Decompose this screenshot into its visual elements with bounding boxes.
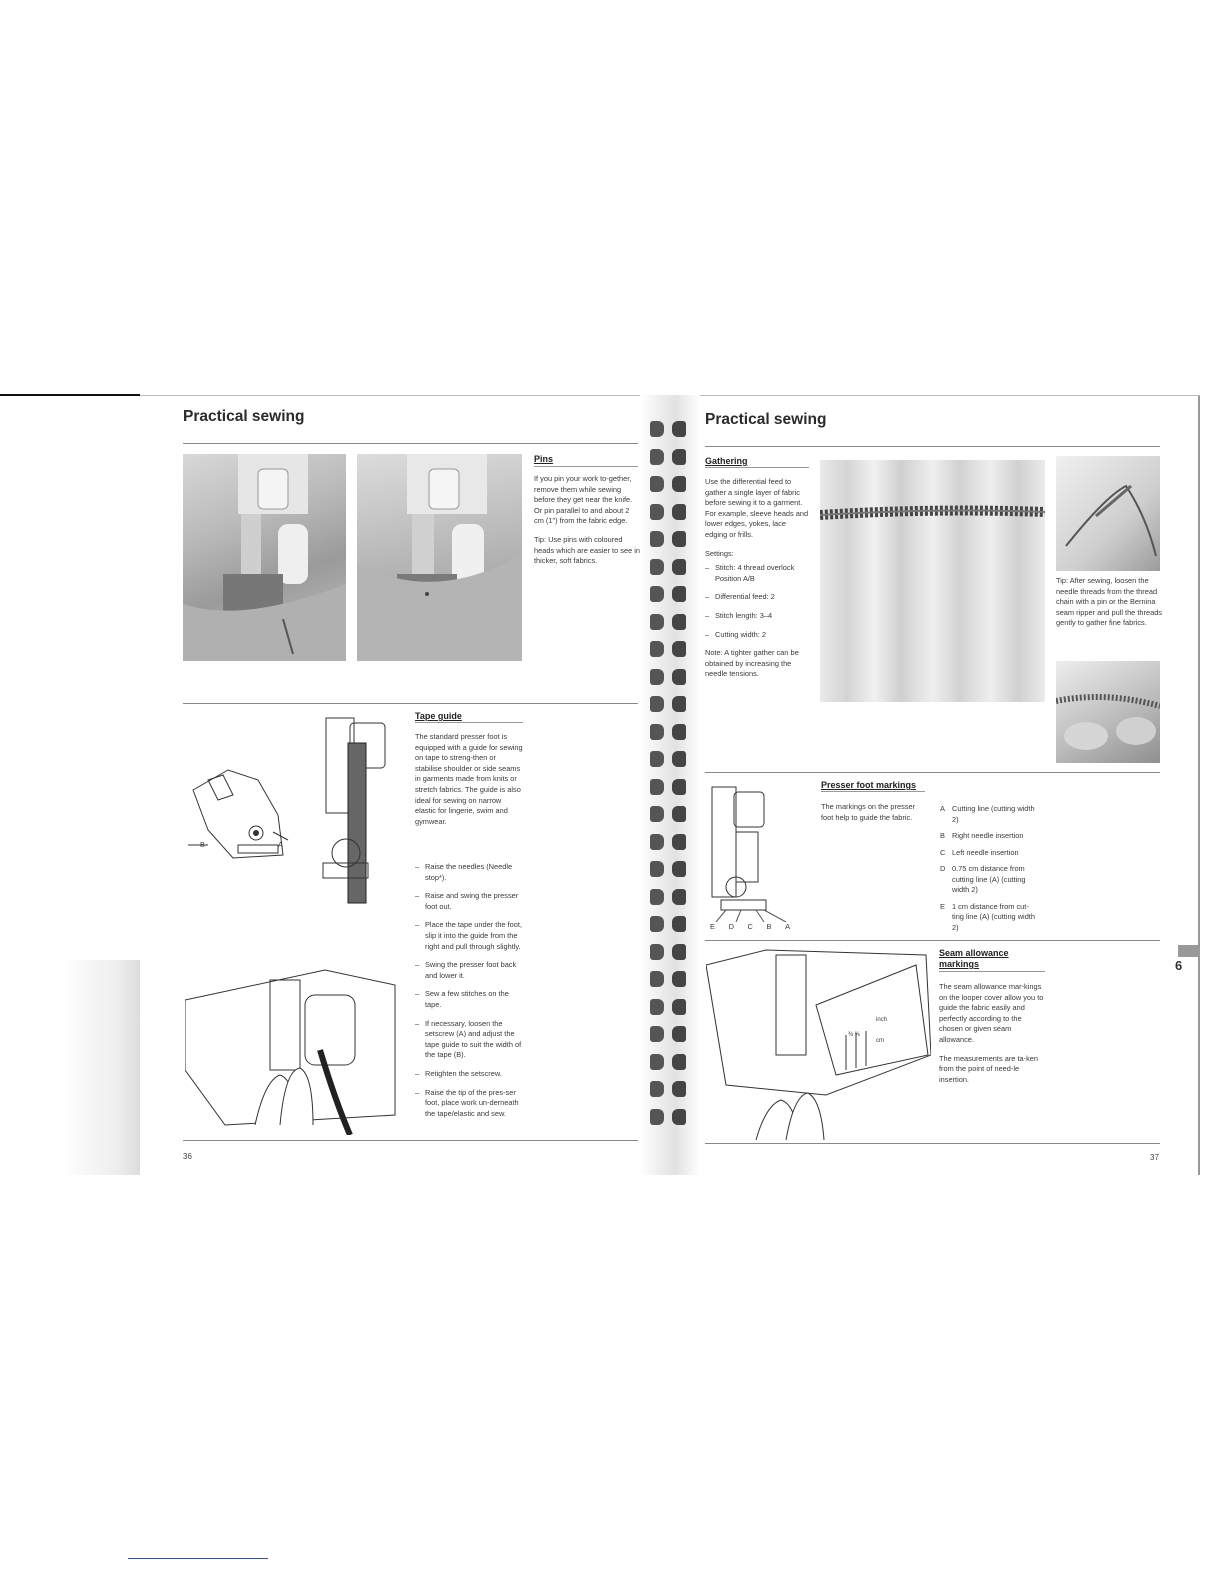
tape-figure-label-b: B xyxy=(200,840,205,849)
right-page-number: 37 xyxy=(1150,1153,1159,1162)
presser-markings-section-rule xyxy=(705,772,1160,773)
right-page-edge xyxy=(1198,395,1200,1175)
sewing-machine-illustration-2 xyxy=(357,454,522,661)
spiral-ring-left xyxy=(650,641,664,657)
spiral-ring-right xyxy=(672,531,686,547)
gathering-note: Note: A tighter gather can be obtained by increasing the needle tensions. xyxy=(705,648,799,679)
spiral-ring-left xyxy=(650,751,664,767)
legend-row-e xyxy=(940,902,1040,934)
tape-step-6: – If necessary, loosen the setscrew (A) and adjust the tape guide to suit the width of the tape (B). xyxy=(415,1019,525,1061)
legend-text-d: 0.75 cm distance from cutting line (A) (cutting width 2) xyxy=(952,864,1026,894)
tape-step-7: – Retighten the setscrew. xyxy=(415,1069,525,1080)
spiral-ring xyxy=(650,913,690,935)
spiral-ring xyxy=(650,1023,690,1045)
pins-heading: Pins xyxy=(534,454,554,464)
tape-step-1: – Raise the needles (Needle stop*). xyxy=(415,862,525,883)
spiral-ring-left xyxy=(650,834,664,850)
spiral-ring-right xyxy=(672,1026,686,1042)
tape-guide-steps xyxy=(415,862,525,1127)
presser-markings-heading: Presser foot markings xyxy=(821,780,917,790)
spiral-ring-left xyxy=(650,449,664,465)
tape-guide-heading-rule xyxy=(415,722,523,723)
pins-photo-2 xyxy=(357,454,522,661)
fig-label-a: A xyxy=(785,922,790,931)
spiral-ring xyxy=(650,556,690,578)
pins-text xyxy=(534,474,640,575)
tape-guide-drawing xyxy=(318,713,390,908)
spiral-ring-right xyxy=(672,1081,686,1097)
pins-paragraph-2: Tip: Use pins with coloured heads which are easier to see in thicker, soft fabrics. xyxy=(534,534,640,566)
gathering-heading-rule xyxy=(705,467,809,468)
spiral-ring xyxy=(650,666,690,688)
gathered-fabric-photo xyxy=(820,460,1045,702)
spiral-ring-left xyxy=(650,999,664,1015)
gathering-heading: Gathering xyxy=(705,456,748,466)
left-page-title: Practical sewing xyxy=(183,408,305,425)
spiral-ring xyxy=(650,446,690,468)
machine-tape-drawing xyxy=(185,950,400,1135)
spiral-ring-left xyxy=(650,614,664,630)
seam-allowance-drawing xyxy=(706,945,931,1140)
spiral-ring xyxy=(650,1051,690,1073)
bottom-link-line xyxy=(128,1558,268,1559)
tape-step-4: – Swing the presser foot back and lower it. xyxy=(415,960,525,981)
presser-markings-legend xyxy=(940,804,1040,939)
pins-photo-1 xyxy=(183,454,346,661)
spiral-ring-left xyxy=(650,1026,664,1042)
spiral-ring xyxy=(650,638,690,660)
spiral-ring-left xyxy=(650,1081,664,1097)
spiral-ring xyxy=(650,1078,690,1100)
spiral-ring-right xyxy=(672,944,686,960)
spiral-ring-right xyxy=(672,999,686,1015)
spiral-ring-right xyxy=(672,1109,686,1125)
presser-markings-heading-rule xyxy=(821,791,925,792)
legend-text-e: 1 cm distance from cut-ting line (A) (cutting width 2) xyxy=(952,901,1035,932)
spiral-ring xyxy=(650,941,690,963)
seam-allowance-heading-rule xyxy=(939,971,1045,972)
spiral-ring-right xyxy=(672,669,686,685)
left-page-number: 36 xyxy=(183,1152,192,1161)
hands-gathering-illustration xyxy=(1056,661,1160,763)
scan-shadow-left xyxy=(60,960,140,1175)
spiral-ring xyxy=(650,996,690,1018)
spiral-ring-right xyxy=(672,1054,686,1070)
spiral-ring-right xyxy=(672,559,686,575)
spiral-ring xyxy=(650,721,690,743)
spiral-ring-right xyxy=(672,476,686,492)
gathering-setting-2: – Differential feed: 2 xyxy=(705,592,809,603)
spiral-ring-right xyxy=(672,751,686,767)
legend-text-a: Cutting line (cutting width 2) xyxy=(952,804,1035,824)
chapter-tab-number: 6 xyxy=(1175,958,1183,973)
spiral-ring xyxy=(650,583,690,605)
seam-figure-fraction: ⅜ ⅝ xyxy=(848,1032,860,1038)
fig-label-c: C xyxy=(747,922,753,931)
spiral-ring xyxy=(650,501,690,523)
spiral-ring-right xyxy=(672,806,686,822)
tape-step-8: – Raise the tip of the pres-ser foot, place work un-derneath the tape/elastic and sew. xyxy=(415,1088,525,1120)
legend-row-c xyxy=(940,848,1040,859)
spiral-ring-left xyxy=(650,504,664,520)
spiral-ring xyxy=(650,611,690,633)
legend-key-e: E xyxy=(940,901,945,911)
gathering-intro: Use the differential feed to gather a single layer of fabric before sewing it to a garment. For example, sleeve heads and lower edges, yokes, lace edging or frills. xyxy=(705,477,809,539)
gathering-tip: Tip: After sewing, loosen the needle threads from the thread chain with a pin or the Bernina seam ripper and pull the threads gently to gather fine fabrics. xyxy=(1056,576,1162,628)
spiral-ring-right xyxy=(672,696,686,712)
spiral-ring-left xyxy=(650,586,664,602)
legend-text-c: Left needle insertion xyxy=(952,847,1019,857)
spiral-ring-right xyxy=(672,834,686,850)
legend-row-a xyxy=(940,804,1040,825)
spiral-ring-right xyxy=(672,586,686,602)
spiral-ring-left xyxy=(650,724,664,740)
tape-step-5: – Sew a few stitches on the tape. xyxy=(415,989,525,1010)
seam-allowance-heading: Seam allowance markings xyxy=(939,948,1009,969)
spiral-ring-left xyxy=(650,1109,664,1125)
spiral-ring-left xyxy=(650,806,664,822)
seam-allowance-text xyxy=(939,982,1045,1093)
tape-guide-intro: The standard presser foot is equipped with a guide for sewing on tape to streng-then or stabilise shoulder or side seams in garments made from knits or stretch fabrics. The guide is also ideal for sewing on narrow elastic for lingerie, swim and gymwear. xyxy=(415,732,523,826)
spiral-ring-right xyxy=(672,779,686,795)
spiral-ring-right xyxy=(672,641,686,657)
legend-key-b: B xyxy=(940,831,945,840)
spiral-ring-right xyxy=(672,724,686,740)
tape-step-3: – Place the tape under the foot, slip it into the guide from the right and pull through slightly. xyxy=(415,920,525,952)
seam-allowance-paragraph-1: The seam allowance mar-kings on the looper cover allow you to guide the fabric easily and perfectly according to the chosen or given seam allowance. xyxy=(939,982,1044,1044)
gathering-thread-photo xyxy=(1056,456,1160,571)
right-title-rule xyxy=(705,446,1160,447)
spiral-ring xyxy=(650,1106,690,1128)
spiral-ring-left xyxy=(650,531,664,547)
top-edge-rule xyxy=(0,394,140,396)
gathering-settings-label: Settings: xyxy=(705,548,734,558)
tape-step-2: – Raise and swing the presser foot out. xyxy=(415,891,525,912)
spiral-ring-right xyxy=(672,861,686,877)
gathering-hands-photo xyxy=(1056,661,1160,763)
spiral-ring-left xyxy=(650,779,664,795)
spiral-ring xyxy=(650,776,690,798)
sewing-machine-illustration xyxy=(183,454,346,661)
tape-guide-section-rule xyxy=(183,703,638,704)
spiral-ring-left xyxy=(650,1054,664,1070)
spiral-ring-left xyxy=(650,476,664,492)
seam-allowance-section-rule xyxy=(705,940,1160,941)
spiral-ring-left xyxy=(650,421,664,437)
legend-row-b xyxy=(940,831,1040,842)
right-footer-rule xyxy=(705,1143,1160,1144)
spiral-ring-left xyxy=(650,861,664,877)
legend-text-b: Right needle insertion xyxy=(952,831,1024,840)
spiral-ring xyxy=(650,968,690,990)
spiral-ring-right xyxy=(672,614,686,630)
presser-foot-drawing xyxy=(188,760,298,870)
fig-label-b: B xyxy=(766,922,772,931)
spiral-ring-left xyxy=(650,916,664,932)
spiral-ring-left xyxy=(650,696,664,712)
legend-key-d: D xyxy=(940,864,946,873)
left-title-rule xyxy=(183,443,638,444)
right-page-title: Practical sewing xyxy=(705,411,827,428)
gathering-setting-3: – Stitch length: 3–4 xyxy=(705,611,809,622)
pins-paragraph-1: If you pin your work to-gether, remove them while sewing before they get near the knife. Or pin parallel to and about 2 cm (1") from the fabric edge. xyxy=(534,474,633,526)
gathered-seam-illustration xyxy=(820,460,1045,702)
spiral-ring xyxy=(650,858,690,880)
spiral-ring xyxy=(650,748,690,770)
gathering-text xyxy=(705,477,809,688)
spiral-ring-right xyxy=(672,916,686,932)
spiral-ring-left xyxy=(650,971,664,987)
spiral-ring xyxy=(650,693,690,715)
spiral-ring-right xyxy=(672,971,686,987)
tape-figure-label-a: A xyxy=(278,840,283,849)
spiral-ring-right xyxy=(672,421,686,437)
presser-foot-markings-drawing xyxy=(706,782,796,922)
gathering-setting-4: – Cutting width: 2 xyxy=(705,630,809,641)
thread-chain-illustration xyxy=(1056,456,1160,571)
spiral-ring-left xyxy=(650,559,664,575)
spiral-ring xyxy=(650,528,690,550)
spiral-ring xyxy=(650,473,690,495)
seam-allowance-paragraph-2: The measurements are ta-ken from the point of need-le insertion. xyxy=(939,1053,1038,1084)
spiral-ring-left xyxy=(650,889,664,905)
legend-row-d xyxy=(940,864,1040,896)
legend-key-a: A xyxy=(940,804,945,813)
spiral-ring-right xyxy=(672,504,686,520)
spiral-ring xyxy=(650,831,690,853)
fig-label-d: D xyxy=(728,922,734,931)
seam-figure-inch: inch xyxy=(876,1017,888,1023)
tape-guide-heading: Tape guide xyxy=(415,711,462,721)
fig-label-e: E xyxy=(710,922,715,931)
spiral-ring-left xyxy=(650,944,664,960)
presser-markings-intro: The markings on the presser foot help to guide the fabric. xyxy=(821,802,916,822)
spiral-ring-right xyxy=(672,449,686,465)
chapter-tab-marker xyxy=(1178,945,1200,957)
gathering-setting-1: – Stitch: 4 thread overlock Position A/B xyxy=(705,563,809,584)
spiral-ring xyxy=(650,803,690,825)
spiral-ring-right xyxy=(672,889,686,905)
left-footer-rule xyxy=(183,1140,638,1141)
spiral-ring-left xyxy=(650,669,664,685)
seam-figure-cm: cm xyxy=(876,1038,884,1044)
pins-heading-rule xyxy=(534,466,638,467)
spiral-ring xyxy=(650,886,690,908)
markings-figure-labels xyxy=(710,922,790,933)
legend-key-c: C xyxy=(940,847,946,857)
spiral-ring xyxy=(650,418,690,440)
